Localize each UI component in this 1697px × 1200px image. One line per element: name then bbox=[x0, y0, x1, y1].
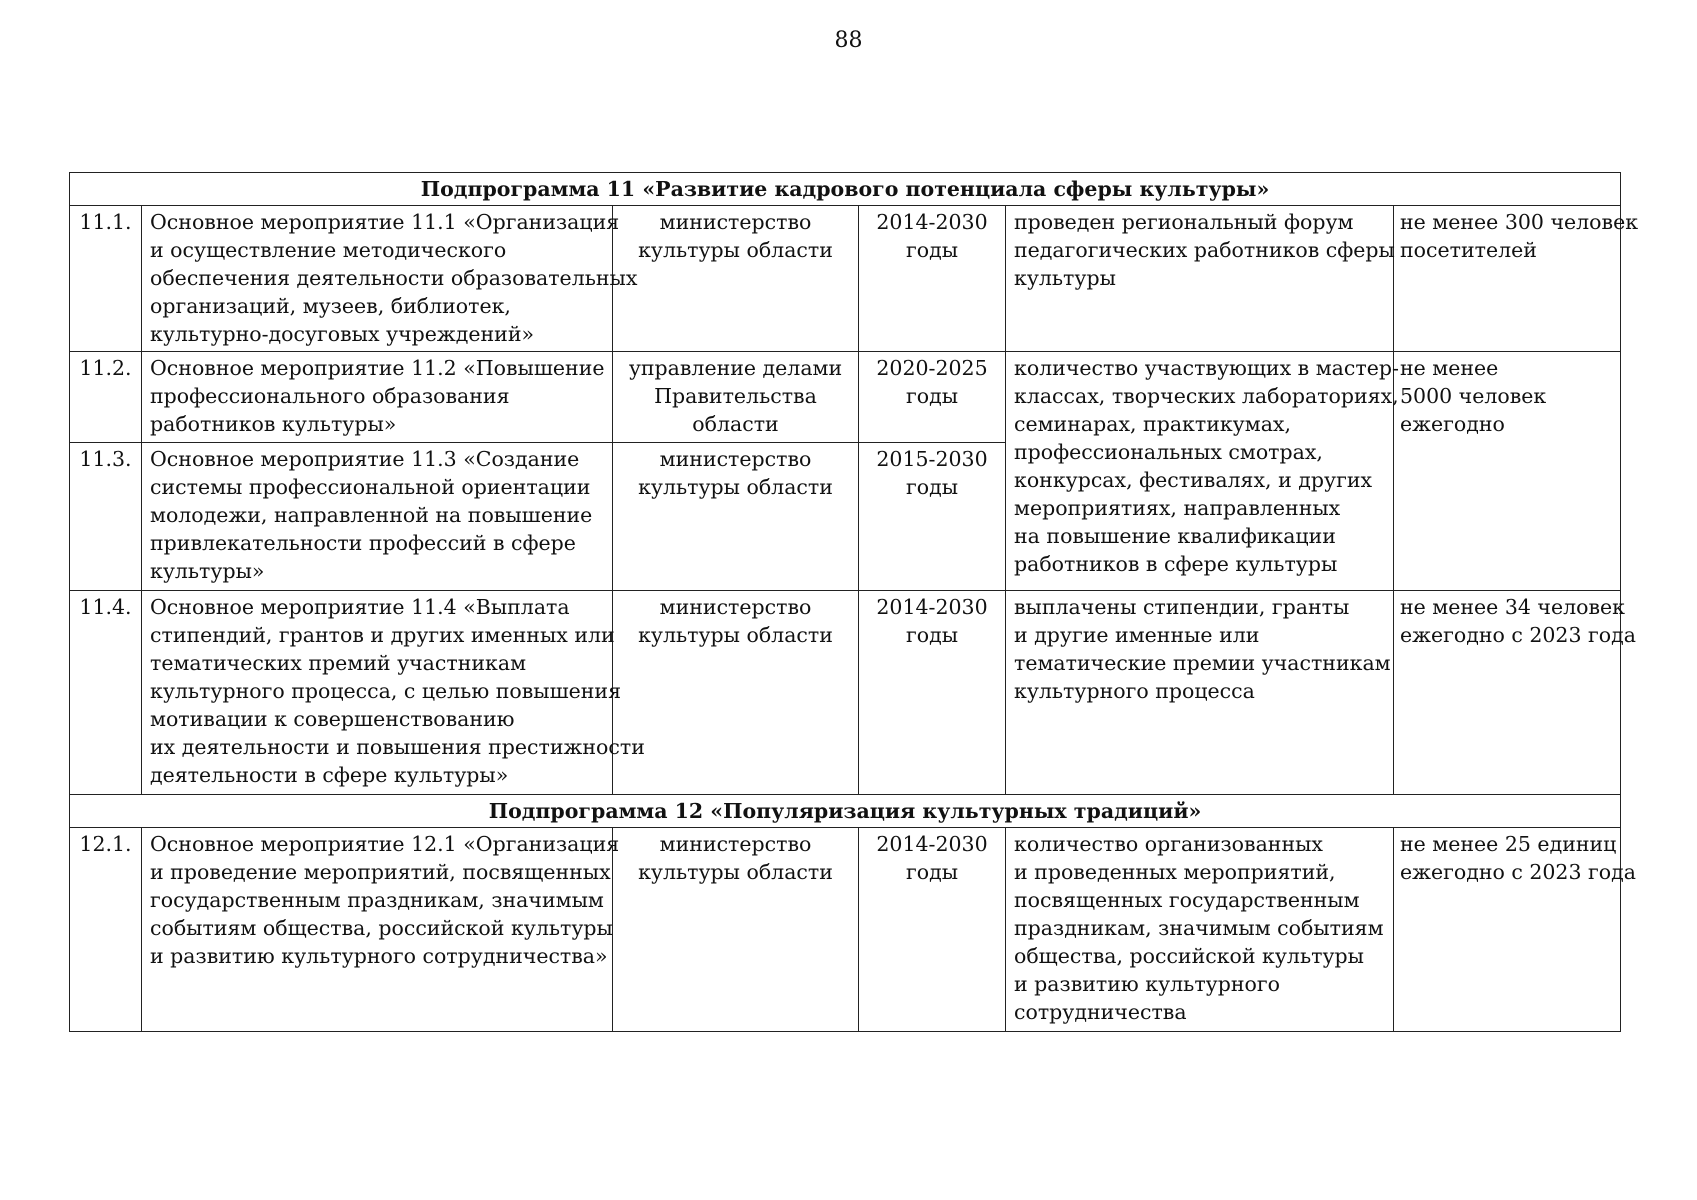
text-line: Основное мероприятие 11.4 «Выплата bbox=[150, 595, 570, 619]
measure-name bbox=[142, 443, 613, 591]
text-line: 2020-2025 bbox=[876, 356, 988, 380]
text-line: на повышение квалификации bbox=[1014, 524, 1336, 548]
period bbox=[859, 206, 1006, 352]
section-row-12 bbox=[70, 795, 1621, 828]
expected-result bbox=[1006, 206, 1394, 352]
text-line: Основное мероприятие 11.3 «Создание bbox=[150, 447, 580, 471]
row-number: 11.2. bbox=[70, 352, 142, 443]
period bbox=[859, 828, 1006, 1032]
text-line: годы bbox=[905, 384, 959, 408]
text-line: педагогических работников сферы bbox=[1014, 238, 1395, 262]
expected-result bbox=[1006, 591, 1394, 795]
text-line: управление делами bbox=[628, 356, 843, 380]
text-line: мотивации к совершенствованию bbox=[150, 707, 515, 731]
text-line: праздникам, значимым событиям bbox=[1014, 916, 1384, 940]
text-line: и проведение мероприятий, посвященных bbox=[150, 860, 611, 884]
text-line: Правительства bbox=[654, 384, 817, 408]
period bbox=[859, 352, 1006, 443]
row-number: 11.4. bbox=[70, 591, 142, 795]
executor bbox=[613, 591, 859, 795]
text-line: не менее 300 человек bbox=[1400, 210, 1639, 234]
text-line: конкурсах, фестивалях, и других bbox=[1014, 468, 1373, 492]
text-line: молодежи, направленной на повышение bbox=[150, 503, 593, 527]
expected-result bbox=[1006, 828, 1394, 1032]
text-line: культуры области bbox=[638, 860, 833, 884]
text-line: 5000 человек bbox=[1400, 384, 1547, 408]
page-number: 88 bbox=[834, 28, 863, 53]
section-row-11 bbox=[70, 173, 1621, 206]
text-line: их деятельности и повышения престижности bbox=[150, 735, 645, 759]
text-line: не менее bbox=[1400, 356, 1499, 380]
text-line: и другие именные или bbox=[1014, 623, 1260, 647]
text-line: организаций, музеев, библиотек, bbox=[150, 294, 511, 318]
measure-name bbox=[142, 828, 620, 1032]
text-line: культуры» bbox=[150, 559, 265, 583]
text-line: семинарах, практикумах, bbox=[1014, 412, 1291, 436]
text-line: годы bbox=[905, 623, 959, 647]
expected-result bbox=[1006, 352, 1399, 591]
text-line: посвященных государственным bbox=[1014, 888, 1360, 912]
text-line: культуры bbox=[1014, 266, 1116, 290]
table-row-12-1 bbox=[70, 828, 1621, 1032]
text-line: Основное мероприятие 11.1 «Организация bbox=[150, 210, 620, 234]
text-line: работников культуры» bbox=[150, 412, 397, 436]
text-line: стипендий, грантов и других именных или bbox=[150, 623, 615, 647]
text-line: тематические премии участникам bbox=[1014, 651, 1391, 675]
text-line: выплачены стипендии, гранты bbox=[1014, 595, 1350, 619]
text-line: количество участвующих в мастер- bbox=[1014, 356, 1399, 380]
text-line: культурно-досуговых учреждений» bbox=[150, 322, 535, 346]
text-line: событиям общества, российской культуры bbox=[150, 916, 613, 940]
table-row-11-1 bbox=[70, 206, 1621, 352]
text-line: работников в сфере культуры bbox=[1014, 552, 1338, 576]
indicator-value bbox=[1394, 206, 1639, 352]
text-line: 2014-2030 bbox=[876, 832, 988, 856]
text-line: системы профессиональной ориентации bbox=[150, 475, 591, 499]
text-line: годы bbox=[905, 238, 959, 262]
text-line: Основное мероприятие 12.1 «Организация bbox=[150, 832, 620, 856]
text-line: культуры области bbox=[638, 623, 833, 647]
executor bbox=[613, 206, 859, 352]
text-line: культурного процесса, с целью повышения bbox=[150, 679, 622, 703]
text-line: министерство bbox=[659, 447, 812, 471]
period bbox=[859, 443, 1006, 591]
row-number: 12.1. bbox=[70, 828, 142, 1032]
measure-name bbox=[142, 206, 638, 352]
text-line: области bbox=[692, 412, 779, 436]
table-row-11-4 bbox=[70, 591, 1621, 795]
text-line: сотрудничества bbox=[1014, 1000, 1187, 1024]
text-line: министерство bbox=[659, 595, 812, 619]
indicator-value bbox=[1394, 591, 1636, 795]
section-title-11: Подпрограмма 11 «Развитие кадрового потенциала сферы культуры» bbox=[70, 173, 1621, 206]
text-line: классах, творческих лабораториях, bbox=[1014, 384, 1399, 408]
text-line: и развитию культурного сотрудничества» bbox=[150, 944, 608, 968]
text-line: ежегодно с 2023 года bbox=[1400, 860, 1636, 884]
text-line: Основное мероприятие 11.2 «Повышение bbox=[150, 356, 605, 380]
period bbox=[859, 591, 1006, 795]
text-line: государственным праздникам, значимым bbox=[150, 888, 604, 912]
text-line: не менее 34 человек bbox=[1400, 595, 1625, 619]
text-line: привлекательности профессий в сфере bbox=[150, 531, 576, 555]
executor bbox=[613, 352, 859, 443]
text-line: культуры области bbox=[638, 238, 833, 262]
row-number: 11.1. bbox=[70, 206, 142, 352]
indicator-value bbox=[1394, 352, 1621, 591]
program-table bbox=[69, 172, 1639, 1032]
text-line: проведен региональный форум bbox=[1014, 210, 1354, 234]
text-line: количество организованных bbox=[1014, 832, 1323, 856]
text-line: министерство bbox=[659, 210, 812, 234]
table-row-11-2 bbox=[70, 352, 1621, 443]
text-line: мероприятиях, направленных bbox=[1014, 496, 1341, 520]
text-line: общества, российской культуры bbox=[1014, 944, 1364, 968]
text-line: 2014-2030 bbox=[876, 595, 988, 619]
section-title-12: Подпрограмма 12 «Популяризация культурных традиций» bbox=[70, 795, 1621, 828]
text-line: годы bbox=[905, 860, 959, 884]
text-line: министерство bbox=[659, 832, 812, 856]
text-line: деятельности в сфере культуры» bbox=[150, 763, 509, 787]
text-line: 2015-2030 bbox=[876, 447, 988, 471]
text-line: тематических премий участникам bbox=[150, 651, 527, 675]
text-line: и осуществление методического bbox=[150, 238, 507, 262]
text-line: профессионального образования bbox=[150, 384, 510, 408]
text-line: 2014-2030 bbox=[876, 210, 988, 234]
text-line: профессиональных смотрах, bbox=[1014, 440, 1323, 464]
executor bbox=[613, 828, 859, 1032]
text-line: обеспечения деятельности образовательных bbox=[150, 266, 638, 290]
text-line: ежегодно bbox=[1400, 412, 1505, 436]
text-line: годы bbox=[905, 475, 959, 499]
text-line: культурного процесса bbox=[1014, 679, 1255, 703]
text-line: и проведенных мероприятий, bbox=[1014, 860, 1336, 884]
executor bbox=[613, 443, 859, 591]
text-line: и развитию культурного bbox=[1014, 972, 1280, 996]
text-line: культуры области bbox=[638, 475, 833, 499]
measure-name bbox=[142, 591, 645, 795]
text-line: посетителей bbox=[1400, 238, 1537, 262]
text-line: ежегодно с 2023 года bbox=[1400, 623, 1636, 647]
indicator-value bbox=[1394, 828, 1636, 1032]
row-number: 11.3. bbox=[70, 443, 142, 591]
text-line: не менее 25 единиц bbox=[1400, 832, 1617, 856]
measure-name bbox=[142, 352, 613, 443]
